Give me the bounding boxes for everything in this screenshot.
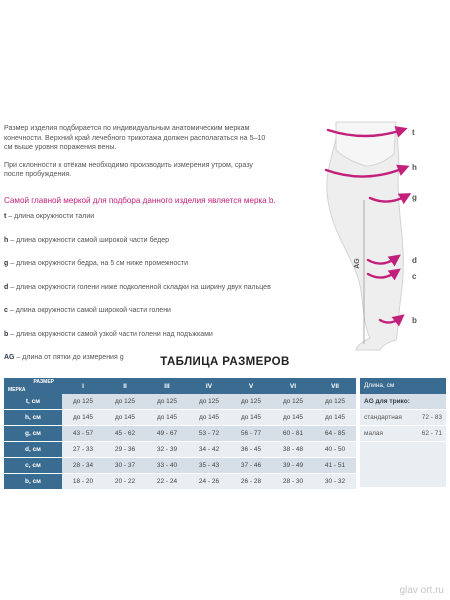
length-table xyxy=(360,378,446,487)
intro-text xyxy=(4,124,274,180)
table-cell: 22 - 24 xyxy=(146,474,188,490)
length-table-filler xyxy=(360,441,446,487)
table-cell: до 145 xyxy=(314,410,356,426)
legend-text: – длина окружности самой широкой части голени xyxy=(7,307,171,314)
size-table-title: ТАБЛИЦА РАЗМЕРОВ xyxy=(160,356,290,368)
row-label: c, см xyxy=(4,458,62,474)
row-label: d, см xyxy=(4,442,62,458)
row-label: t, см xyxy=(4,394,62,410)
table-cell: до 125 xyxy=(146,394,188,410)
measurement-legend xyxy=(4,212,304,377)
legend-key: h xyxy=(4,236,9,244)
table-cell: до 145 xyxy=(230,410,272,426)
table-cell: 36 - 45 xyxy=(230,442,272,458)
legend-key: g xyxy=(4,260,9,267)
table-cell: 38 - 48 xyxy=(272,442,314,458)
table-cell: до 145 xyxy=(272,410,314,426)
size-header: VI xyxy=(272,378,314,394)
table-cell: 37 - 46 xyxy=(230,458,272,474)
key-measurement-note: Самой главной меркой для подбора данного изделия является мерка b. xyxy=(4,196,276,205)
size-header: VII xyxy=(314,378,356,394)
label-b: b xyxy=(412,316,417,325)
table-cell: 45 - 62 xyxy=(104,426,146,442)
label-t: t xyxy=(412,128,415,137)
legend-key: AG xyxy=(4,354,15,361)
table-cell: 41 - 51 xyxy=(314,458,356,474)
legend-key: c xyxy=(4,307,8,314)
label-h: h xyxy=(412,163,417,172)
table-cell: до 145 xyxy=(104,410,146,426)
leg-measurement-figure xyxy=(270,108,450,360)
size-header-row xyxy=(4,378,356,394)
legend-key: d xyxy=(4,283,9,291)
table-cell: 34 - 42 xyxy=(188,442,230,458)
table-cell: 30 - 32 xyxy=(314,474,356,490)
table-cell: до 125 xyxy=(230,394,272,410)
table-cell: 32 - 39 xyxy=(146,442,188,458)
size-header: III xyxy=(146,378,188,394)
legend-text: – длина окружности самой широкой части бедер xyxy=(8,236,169,244)
table-row xyxy=(4,394,356,410)
table-cell: 33 - 40 xyxy=(146,458,188,474)
table-cell: 40 - 50 xyxy=(314,442,356,458)
legend-item xyxy=(4,236,304,260)
size-table-corner xyxy=(4,378,62,394)
table-cell: до 145 xyxy=(188,410,230,426)
table-cell: до 125 xyxy=(314,394,356,410)
table-cell: 20 - 22 xyxy=(104,474,146,490)
table-cell: 26 - 28 xyxy=(230,474,272,490)
leg-illustration xyxy=(270,108,450,360)
row-label: g, см xyxy=(4,426,62,442)
table-cell: 49 - 67 xyxy=(146,426,188,442)
intro-paragraph-1: Размер изделия подбирается по индивидуальным анатомическим меркам конечности. Верхний край лечебного трикотажа должен располагаться на 5–10 см выше уровня поражения вены. xyxy=(4,124,266,152)
length-name: стандартная xyxy=(364,414,402,421)
legend-text: – длина окружности бедра, на 5 см ниже промежности xyxy=(8,260,188,267)
table-row xyxy=(4,410,356,426)
size-header: IV xyxy=(188,378,230,394)
table-cell: 53 - 72 xyxy=(188,426,230,442)
table-cell: до 125 xyxy=(104,394,146,410)
corner-size-label: РАЗМЕР xyxy=(33,379,54,385)
legend-key: t xyxy=(4,213,7,220)
table-cell: 29 - 36 xyxy=(104,442,146,458)
legend-text: – длина окружности голени ниже подколенной складки на ширину двух пальцев xyxy=(8,283,271,291)
legend-item xyxy=(4,283,304,307)
table-cell: 39 - 49 xyxy=(272,458,314,474)
table-cell: 24 - 26 xyxy=(188,474,230,490)
size-header: V xyxy=(230,378,272,394)
length-row xyxy=(360,409,446,425)
length-table-header: Длина, см xyxy=(360,378,446,394)
table-cell: 28 - 34 xyxy=(62,458,104,474)
table-cell: до 125 xyxy=(188,394,230,410)
row-label: h, см xyxy=(4,410,62,426)
legend-text: – длина окружности талии xyxy=(6,213,95,220)
size-header: I xyxy=(62,378,104,394)
length-row xyxy=(360,425,446,441)
table-cell: 43 - 57 xyxy=(62,426,104,442)
table-cell: 35 - 43 xyxy=(188,458,230,474)
label-ag: AG xyxy=(353,258,361,269)
legend-item xyxy=(4,330,304,354)
table-cell: 56 - 77 xyxy=(230,426,272,442)
table-row xyxy=(4,474,356,490)
legend-key: b xyxy=(4,330,9,338)
row-label: b, см xyxy=(4,474,62,490)
table-cell: до 145 xyxy=(146,410,188,426)
table-row xyxy=(4,426,356,442)
size-header: II xyxy=(104,378,146,394)
length-value: 62 - 71 xyxy=(421,430,442,437)
label-g: g xyxy=(412,193,417,202)
label-d: d xyxy=(412,256,417,265)
length-name: малая xyxy=(364,430,384,437)
table-cell: 18 - 20 xyxy=(62,474,104,490)
table-cell: до 125 xyxy=(272,394,314,410)
table-cell: до 145 xyxy=(62,410,104,426)
length-value: 72 - 83 xyxy=(421,414,442,421)
length-table-subheader: AG для трико: xyxy=(360,394,446,409)
table-cell: до 125 xyxy=(62,394,104,410)
corner-measure-label: МЕРКА xyxy=(8,387,26,393)
legend-text: – длина от пятки до измерения g xyxy=(14,354,124,361)
table-cell: 27 - 33 xyxy=(62,442,104,458)
table-cell: 28 - 30 xyxy=(272,474,314,490)
table-cell: 60 - 81 xyxy=(272,426,314,442)
table-row xyxy=(4,442,356,458)
table-row xyxy=(4,458,356,474)
legend-item xyxy=(4,212,304,236)
intro-paragraph-2: При склонности к отёкам необходимо производить измерения утром, сразу после пробуждения. xyxy=(4,160,253,179)
label-c: c xyxy=(412,272,417,281)
legend-item xyxy=(4,306,304,330)
table-cell: 30 - 37 xyxy=(104,458,146,474)
legend-text: – длина окружности самой узкой части голени над подъжками xyxy=(8,330,213,338)
watermark: glav ort.ru xyxy=(399,585,444,596)
size-table xyxy=(4,378,356,490)
table-cell: 64 - 85 xyxy=(314,426,356,442)
legend-item xyxy=(4,259,304,283)
